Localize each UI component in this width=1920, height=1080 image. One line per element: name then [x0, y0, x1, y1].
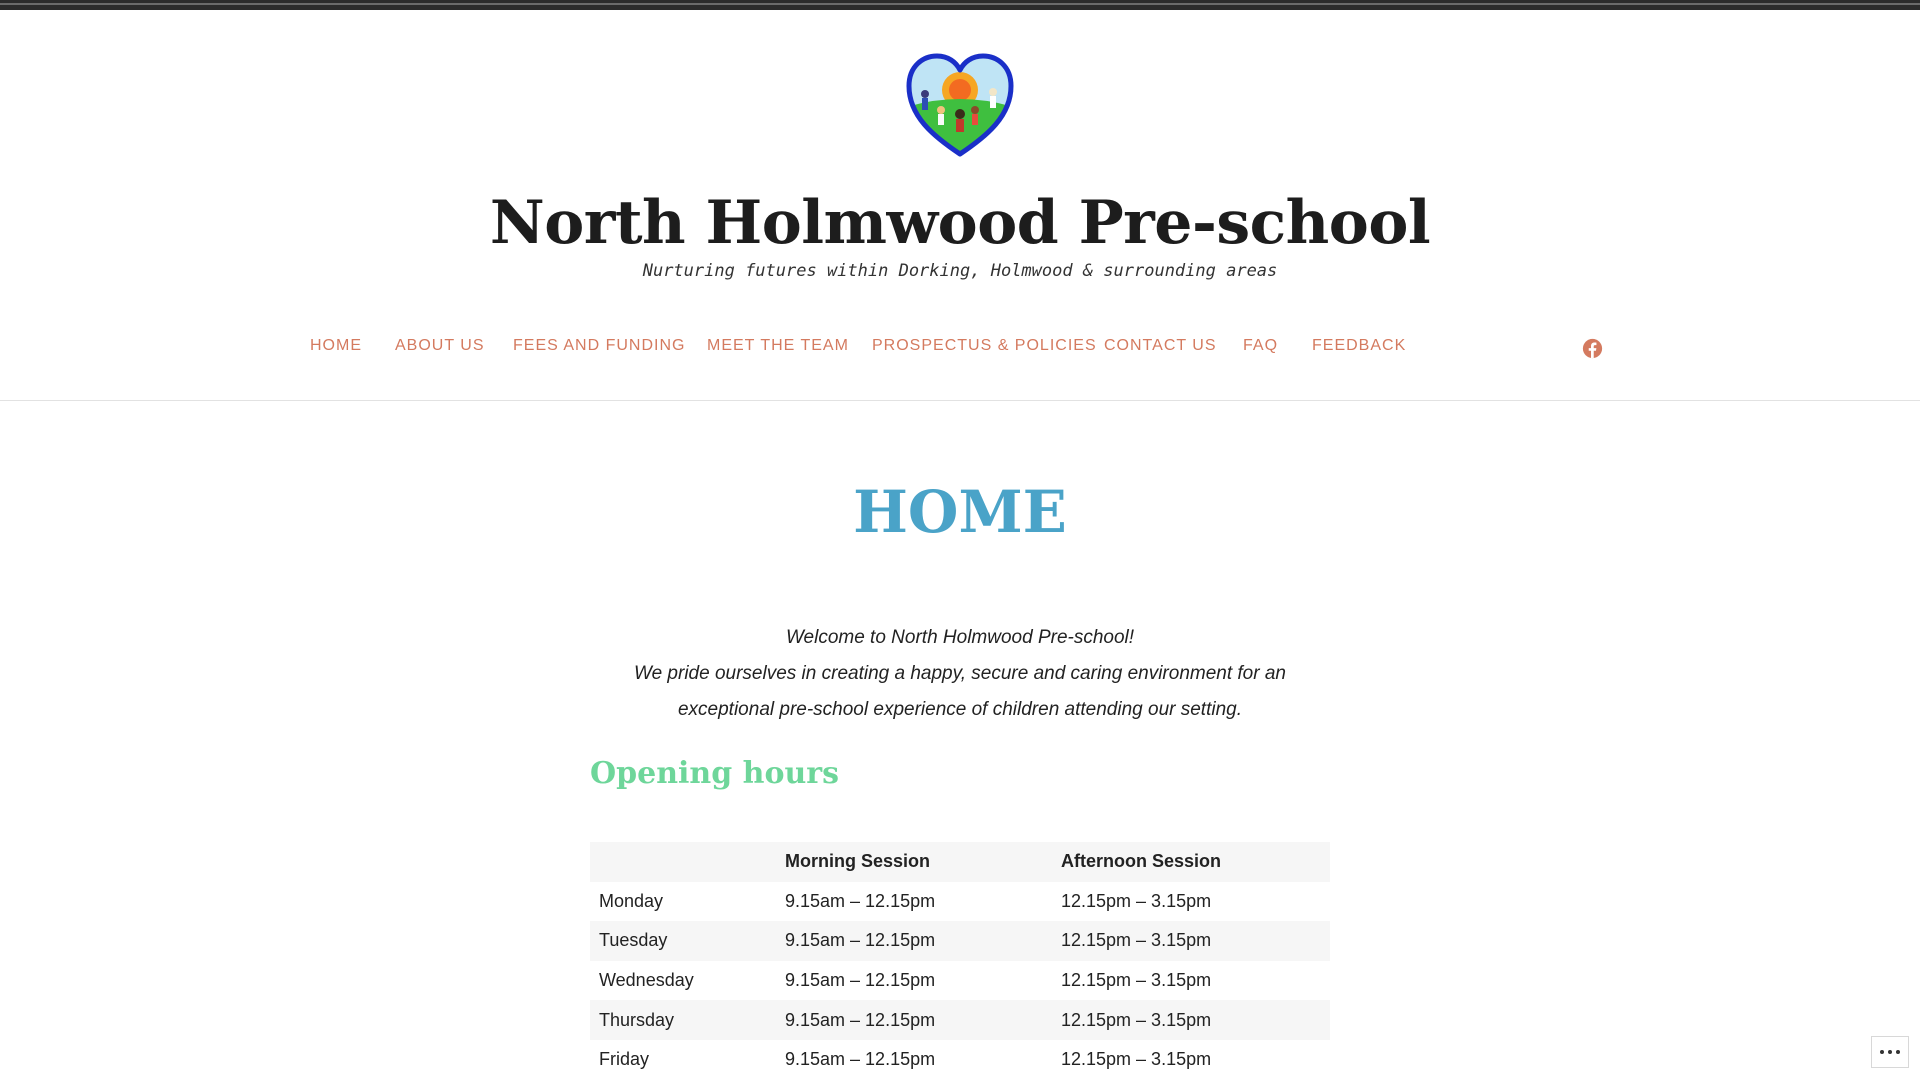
table-row	[590, 1040, 1330, 1080]
welcome-line: Welcome to North Holmwood Pre-school!	[785, 627, 1135, 648]
nav-item-faq[interactable]: FAQ	[1243, 337, 1279, 354]
more-options-button[interactable]	[1871, 1036, 1909, 1068]
nav-item-about-us[interactable]: ABOUT US	[395, 337, 485, 354]
afternoon-cell: 12.15pm – 3.15pm	[1061, 930, 1212, 951]
more-options-dot	[1896, 1050, 1900, 1054]
nav-item-prospectus-policies[interactable]: PROSPECTUS & POLICIES	[872, 337, 1097, 354]
day-cell: Friday	[599, 1049, 650, 1070]
morning-cell: 9.15am – 12.15pm	[785, 890, 936, 911]
nav-item-feedback[interactable]: FEEDBACK	[1312, 337, 1407, 354]
day-cell: Monday	[599, 890, 664, 911]
table-row	[590, 961, 1330, 1001]
afternoon-cell: 12.15pm – 3.15pm	[1061, 890, 1212, 911]
morning-cell: 9.15am – 12.15pm	[785, 970, 936, 991]
nav-item-contact-us[interactable]: CONTACT US	[1104, 337, 1217, 354]
morning-cell: 9.15am – 12.15pm	[785, 930, 936, 951]
more-options-dot	[1888, 1050, 1892, 1054]
opening-hours-heading: Opening hours	[590, 756, 839, 791]
more-options-icon	[1880, 1050, 1884, 1054]
table-row	[590, 1000, 1330, 1040]
table-header-morning: Morning Session	[785, 851, 931, 872]
table-row	[590, 882, 1330, 922]
table-row	[590, 921, 1330, 961]
morning-cell: 9.15am – 12.15pm	[785, 1009, 936, 1030]
morning-cell: 9.15am – 12.15pm	[785, 1049, 936, 1070]
site-logo[interactable]	[903, 50, 1017, 162]
afternoon-cell: 12.15pm – 3.15pm	[1061, 970, 1212, 991]
top-border	[0, 0, 1920, 10]
facebook-icon[interactable]	[1582, 338, 1603, 359]
nav-item-fees-and-funding[interactable]: FEES AND FUNDING	[513, 337, 686, 354]
nav-item-home[interactable]: HOME	[310, 337, 362, 354]
table-header-row	[590, 842, 1330, 882]
day-cell: Thursday	[599, 1009, 675, 1030]
page-title: HOME	[853, 478, 1067, 546]
opening-hours-table	[590, 842, 1330, 1080]
table-header-afternoon: Afternoon Session	[1061, 851, 1222, 872]
day-cell: Tuesday	[599, 930, 668, 951]
afternoon-cell: 12.15pm – 3.15pm	[1061, 1049, 1212, 1070]
nav-item-meet-the-team[interactable]: MEET THE TEAM	[707, 337, 849, 354]
intro-paragraph: We pride ourselves in creating a happy, secure and caring environment for an exceptional pre-school experience of children attending our setting.	[634, 663, 1286, 720]
day-cell: Wednesday	[599, 970, 694, 991]
site-tagline: Nurturing futures within Dorking, Holmwood & surrounding areas	[642, 261, 1278, 281]
welcome-text	[590, 620, 1330, 728]
table-header-day	[590, 842, 776, 882]
afternoon-cell: 12.15pm – 3.15pm	[1061, 1009, 1212, 1030]
site-title[interactable]: North Holmwood Pre-school	[489, 188, 1431, 258]
main-navigation	[0, 337, 1920, 359]
header-divider	[0, 400, 1920, 401]
